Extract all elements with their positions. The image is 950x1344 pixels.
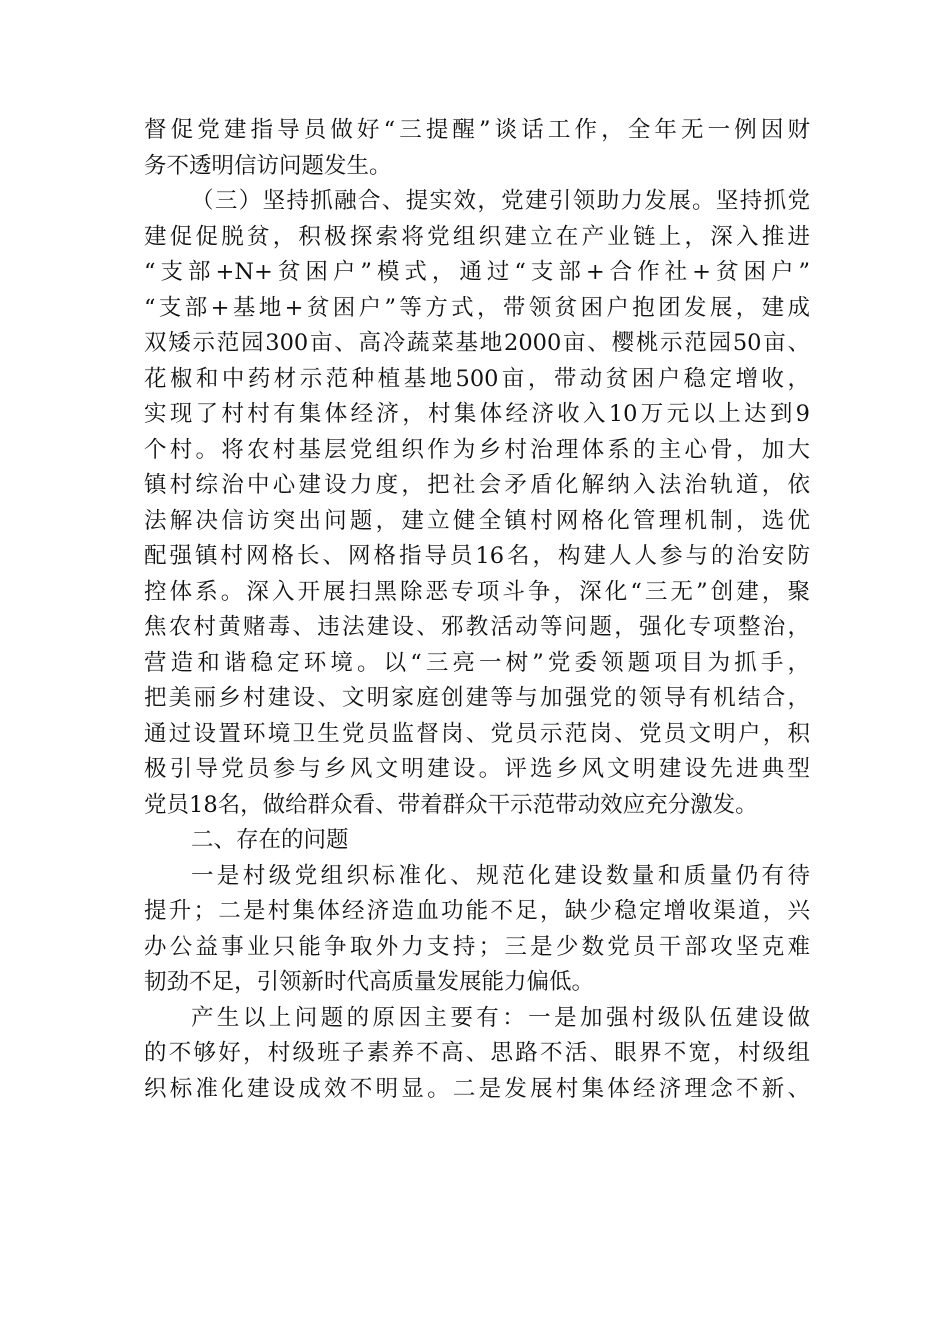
text-line: 一是村级党组织标准化、规范化建设数量和质量仍有待 [191, 862, 810, 889]
section-heading: 二、存在的问题 [191, 827, 349, 853]
document-page [144, 113, 810, 1107]
text-line: “支部+N+贫困户”模式，通过“支部+合作社+贫困户” [144, 259, 810, 285]
section-heading-problems [144, 823, 810, 859]
text-line: 镇村综治中心建设力度，把社会矛盾化解纳入法治轨道，依 [144, 472, 810, 498]
text-line: 督促党建指导员做好“三提醒”谈话工作，全年无一例因财 [144, 117, 810, 143]
text-line: 织标准化建设成效不明显。二是发展村集体经济理念不新、 [144, 1075, 810, 1102]
paragraph-causes [144, 1001, 810, 1108]
text-line: 双矮示范园300亩、高冷蔬菜基地2000亩、樱桃示范园50亩、 [144, 330, 810, 356]
text-line: 韧劲不足，引领新时代高质量发展能力偏低。 [144, 969, 595, 995]
text-line: 通过设置环境卫生党员监督岗、党员示范岗、党员文明户，积 [144, 720, 810, 747]
text-line: 花椒和中药材示范种植基地500亩，带动贫困户稳定增收， [144, 365, 810, 392]
text-line: 的不够好，村级班子素养不高、思路不活、眼界不宽，村级组 [144, 1040, 810, 1066]
paragraph-section-three [144, 184, 810, 823]
text-line: 实现了村村有集体经济，村集体经济收入10万元以上达到9 [144, 401, 810, 427]
text-line: 法解决信访突出问题，建立健全镇村网格化管理机制，选优 [144, 507, 810, 534]
text-line: 办公益事业只能争取外力支持；三是少数党员干部攻坚克难 [144, 933, 810, 960]
text-line: 配强镇村网格长、网格指导员16名，构建人人参与的治安防 [144, 543, 810, 569]
text-line: 提升；二是村集体经济造血功能不足，缺少稳定增收渠道，兴 [144, 898, 810, 924]
text-line: 个村。将农村基层党组织作为乡村治理体系的主心骨，加大 [144, 436, 810, 463]
text-line: 党员18名，做给群众看、带着群众干示范带动效应充分激发。 [144, 791, 758, 818]
text-line: 把美丽乡村建设、文明家庭创建等与加强党的领导有机结合， [144, 685, 810, 711]
paragraph-problems [144, 859, 810, 1001]
text-line: 极引导党员参与乡风文明建设。评选乡风文明建设先进典型 [144, 756, 810, 782]
text-line: （三）坚持抓融合、提实效，党建引领助力发展。坚持抓党 [191, 188, 810, 214]
text-line: 务不透明信访问题发生。 [144, 152, 392, 179]
text-line: 建促促脱贫，积极探索将党组织建立在产业链上，深入推进 [144, 223, 810, 250]
text-line: 产生以上问题的原因主要有：一是加强村级队伍建设做 [191, 1004, 810, 1031]
paragraph-continued [144, 113, 810, 184]
text-line: 焦农村黄赌毒、违法建设、邪教活动等问题，强化专项整治， [144, 614, 810, 640]
text-line: 营造和谐稳定环境。以“三亮一树”党委领题项目为抓手， [144, 649, 810, 676]
text-line: 控体系。深入开展扫黑除恶专项斗争，深化“三无”创建，聚 [144, 578, 810, 605]
text-line: “支部+基地+贫困户”等方式，带领贫困户抱团发展，建成 [144, 294, 810, 321]
